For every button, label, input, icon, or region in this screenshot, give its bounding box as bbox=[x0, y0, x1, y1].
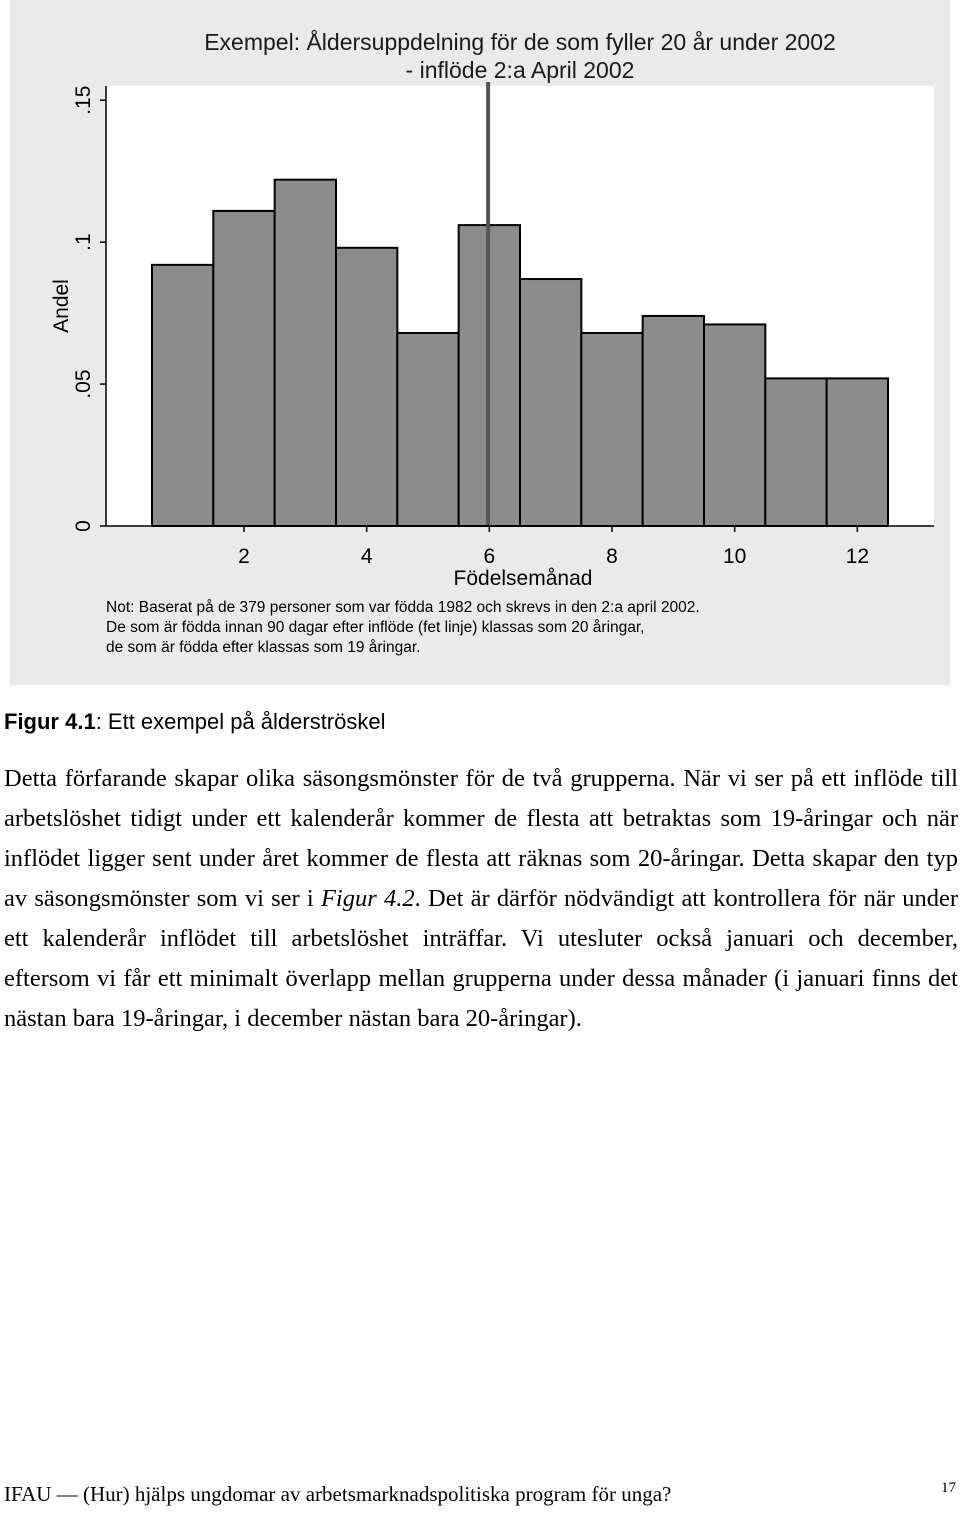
histogram-bar bbox=[520, 279, 581, 526]
body-text-part1: Detta förfarande skapar olika säsongsmönster för de två grupperna. När vi ser på ett inflöde till arbetslöshet tidigt under ett kalenderår kommer de flesta att betraktas som 19-åringar och när inflödet ligger sent under året kommer de flesta att räknas som 20-åringar. Detta skapar den typ av säsongsmönster som vi ser i bbox=[4, 765, 958, 912]
caption-label: Figur 4.1 bbox=[4, 709, 96, 734]
x-tick-label: 6 bbox=[483, 545, 496, 568]
x-tick-label: 2 bbox=[238, 545, 250, 568]
x-tick-label: 4 bbox=[360, 545, 373, 568]
footer-question-mark: ? bbox=[662, 1482, 672, 1506]
page-number: 17 bbox=[941, 1480, 956, 1496]
y-tick-label: .05 bbox=[72, 369, 95, 399]
figure-caption bbox=[4, 709, 386, 735]
footer-report-title: (Hur) hjälps ungdomar av arbetsmarknadspolitiska program för unga bbox=[82, 1482, 663, 1506]
footer-title bbox=[4, 1482, 671, 1507]
y-tick-label: 0 bbox=[72, 520, 95, 532]
y-tick-label: .1 bbox=[72, 233, 95, 251]
histogram-bar bbox=[827, 378, 888, 526]
y-tick-label: .15 bbox=[72, 85, 95, 115]
histogram-bar bbox=[704, 324, 765, 526]
page-footer bbox=[4, 1480, 956, 1513]
footer-dash: — bbox=[51, 1482, 83, 1506]
chart-title-line1: Exempel: Åldersuppdelning för de som fyller 20 år under 2002 bbox=[204, 29, 836, 55]
histogram-bar bbox=[765, 378, 826, 526]
histogram-bar bbox=[643, 316, 704, 526]
footer-org: IFAU bbox=[4, 1482, 52, 1506]
histogram-bar bbox=[152, 265, 213, 526]
histogram-bar bbox=[275, 180, 336, 526]
histogram-bar bbox=[581, 333, 642, 526]
x-tick-label: 8 bbox=[606, 545, 618, 568]
body-paragraph bbox=[4, 759, 958, 1039]
caption-text: : Ett exempel på ålderströskel bbox=[95, 709, 386, 734]
histogram-chart bbox=[10, 0, 950, 685]
x-tick-label: 12 bbox=[845, 545, 870, 568]
body-text-part2: . Det är därför nödvändigt att kontrollera för när under ett kalenderår inflödet till arbetslöshet inträffar. Vi utesluter också januari och december, eftersom vi får ett minimalt överlapp mellan grupperna under dessa månader (i januari finns det nästan bara 19-åringar, i december nästan bara 20-åringar). bbox=[4, 885, 958, 1032]
histogram-bar bbox=[336, 248, 397, 526]
note-line-3: de som är födda efter klassas som 19 åringar. bbox=[106, 639, 421, 656]
figure-panel bbox=[10, 0, 950, 685]
note-line-1: Not: Baserat på de 379 personer som var födda 1982 och skrevs in den 2:a april 2002. bbox=[106, 599, 700, 616]
x-tick-label: 10 bbox=[722, 545, 747, 568]
x-axis-title: Födelsemånad bbox=[453, 567, 593, 590]
y-axis-title: Andel bbox=[50, 279, 73, 333]
chart-title-line2: - inflöde 2:a April 2002 bbox=[405, 57, 635, 83]
note-line-2: De som är födda innan 90 dagar efter inflöde (fet linje) klassas som 20 åringar, bbox=[106, 619, 645, 636]
histogram-bar bbox=[213, 211, 274, 526]
figure-reference-link[interactable]: Figur 4.2 bbox=[320, 885, 415, 912]
histogram-bar bbox=[397, 333, 458, 526]
